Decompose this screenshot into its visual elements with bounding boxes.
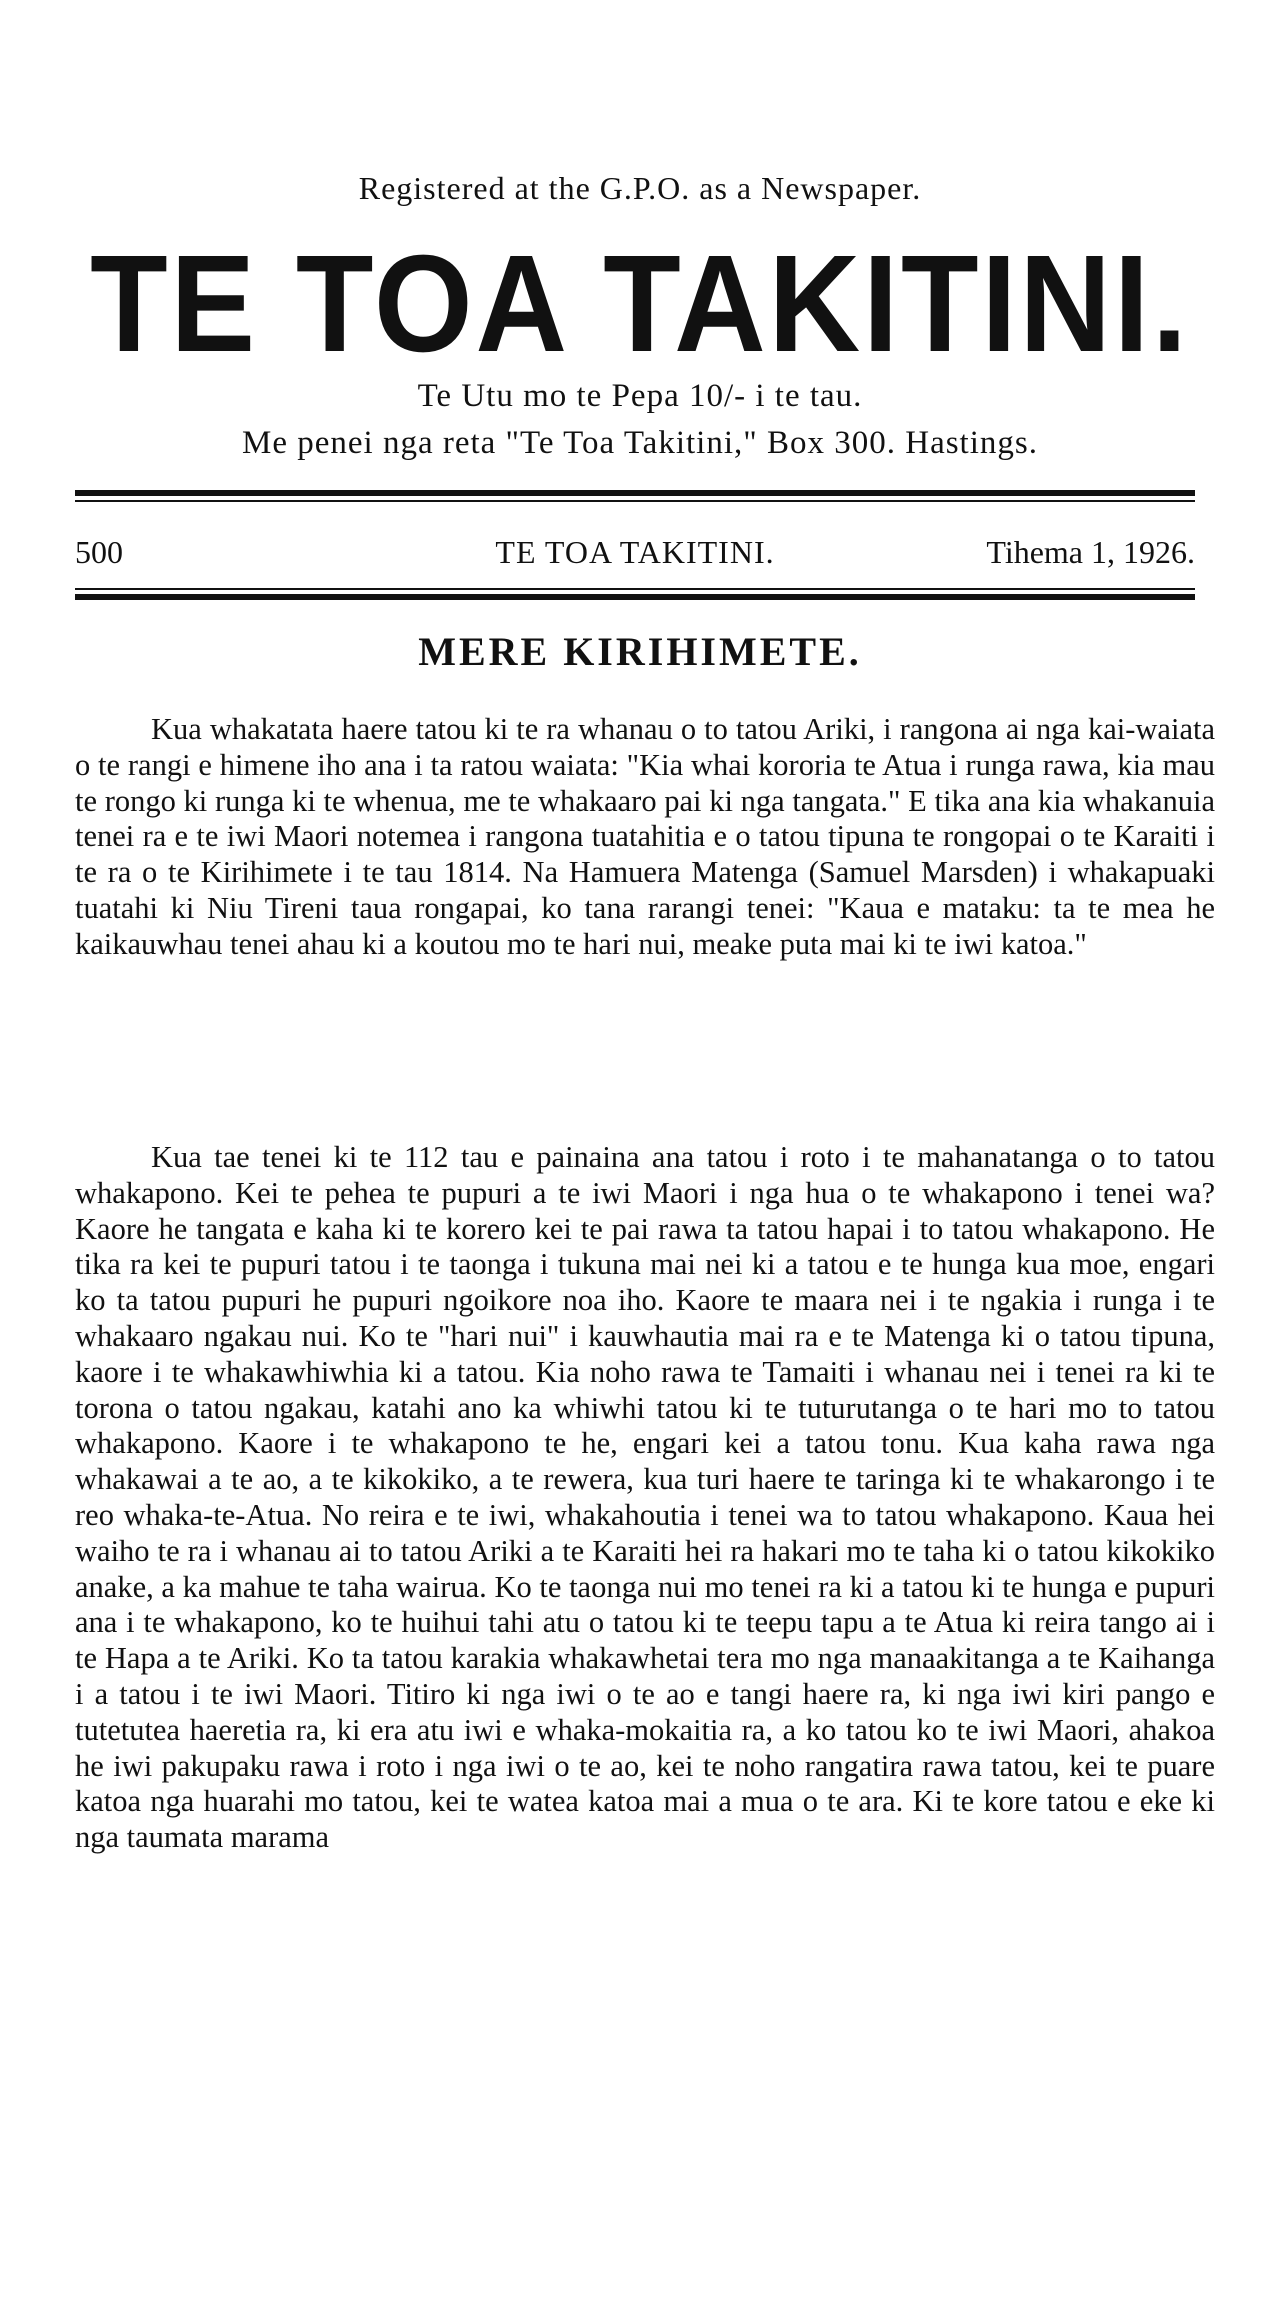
issue-rule-thick (75, 594, 1195, 600)
subscription-price: Te Utu mo te Pepa 10/- i te tau. (417, 378, 863, 414)
running-title: TE TOA TAKITINI. (495, 534, 775, 570)
page-number: 500 (75, 534, 123, 570)
article-paragraph-1 (75, 712, 1215, 963)
paragraph-text: Kua whakatata haere tatou ki te ra whanau o to tatou Ariki, i rangona ai nga kai-waiata o te rangi e himene iho ana i ta ratou waiata: "Kia whai kororia te Atua i runga rawa, kia mau te rongo ki runga ki te whenua, me te whakaaro pai ki nga tangata." E tika ana kia whakanuia tenei ra e te iwi Maori notemea i rangona tuatahitia e o tatou tipuna te rongopai o te Karaiti i te ra o te Kirihimete i te tau 1814. Na Hamuera Matenga (Samuel Marsden) i whakapuaki tuatahi ki Niu Tireni taua rongapai, ko tana rarangi tenei: "Kaua e mataku: ta te mea he kaikauwhau tenei ahau ki a koutou mo te hari nui, meake puta mai ki te iwi katoa." (75, 712, 1215, 961)
header-rule-thick (75, 490, 1195, 496)
paragraph-text: Kua tae tenei ki te 112 tau e painaina ana tatou i roto i te mahanatanga o to tatou whakapono. Kei te pehea te pupuri a te iwi Maori i nga hua o te whakapono i tenei wa? Kaore he tangata e kaha ki te korero kei te pai rawa ta tatou hapai i to tatou whakapono. He tika ra kei te pupuri tatou i te taonga i tukuna mai nei ki a tatou e te hunga kua moe, engari ko ta tatou pupuri he pupuri ngoikore noa iho. Kaore te maara nei i te ngakia i runga i te whakaaro ngakau nui. Ko te "hari nui" i kauwhautia mai ra e te Matenga ki o tatou tipuna, kaore i te whakawhiwhia ki a tatou. Kia noho rawa te Tamaiti i whanau nei i tenei ra ki te torona o tatou ngakau, katahi ano ka whiwhi tatou ki te tuturutanga o te hari mo to tatou whakapono. Kaore i te whakapono te he, engari kei a tatou tonu. Kua kaha rawa nga whakawai a te ao, a te kikokiko, a te rewera, kua turi haere te taringa ki te whakarongo i te reo whaka-te-Atua. No reira e te iwi, whakahoutia i tenei wa to tatou whakapono. Kaua hei waiho te ra i whanau ai to tatou Ariki a te Karaiti hei ra hakari mo te taha ki o tatou kikokiko anake, a ka mahue te taha wairua. Ko te taonga nui mo tenei ra ki a tatou ki te hunga e pupuri ana i te whakapono, ko te huihui tahi atu o tatou ki te teepu tapu a te Atua ki reira tango ai i te Hapa a te Ariki. Ko ta tatou karakia whakawhetai tera mo nga manaakitanga a te Kaihanga i a tatou i te iwi Maori. Titiro ki nga iwi o te ao e tangi haere ra, ki nga iwi kiri pango e tutetutea haeretia ra, ki era atu iwi e whaka-mokaitia ra, a ko tatou ko te iwi Maori, ahakoa he iwi pakupaku rawa i roto i nga iwi o te ao, kei te noho rangatira rawa tatou, kei te puare katoa nga huarahi mo tatou, kei te watea katoa mai a mua o te ara. Ki te kore tatou e eke ki nga taumata marama (75, 1140, 1215, 1855)
header-rule-thin (75, 500, 1195, 502)
article-title: MERE KIRIHIMETE. (418, 629, 862, 674)
registration-notice: Registered at the G.P.O. as a Newspaper. (358, 170, 922, 206)
issue-date: Tihema 1, 1926. (986, 534, 1195, 570)
article-paragraph-2 (75, 1140, 1215, 1856)
masthead-title: TE TOA TAKITINI. (90, 227, 1190, 381)
issue-line (75, 534, 1195, 576)
issue-rule-thin (75, 588, 1195, 590)
mailing-address: Me penei nga reta "Te Toa Takitini," Box 300. Hastings. (242, 425, 1038, 461)
